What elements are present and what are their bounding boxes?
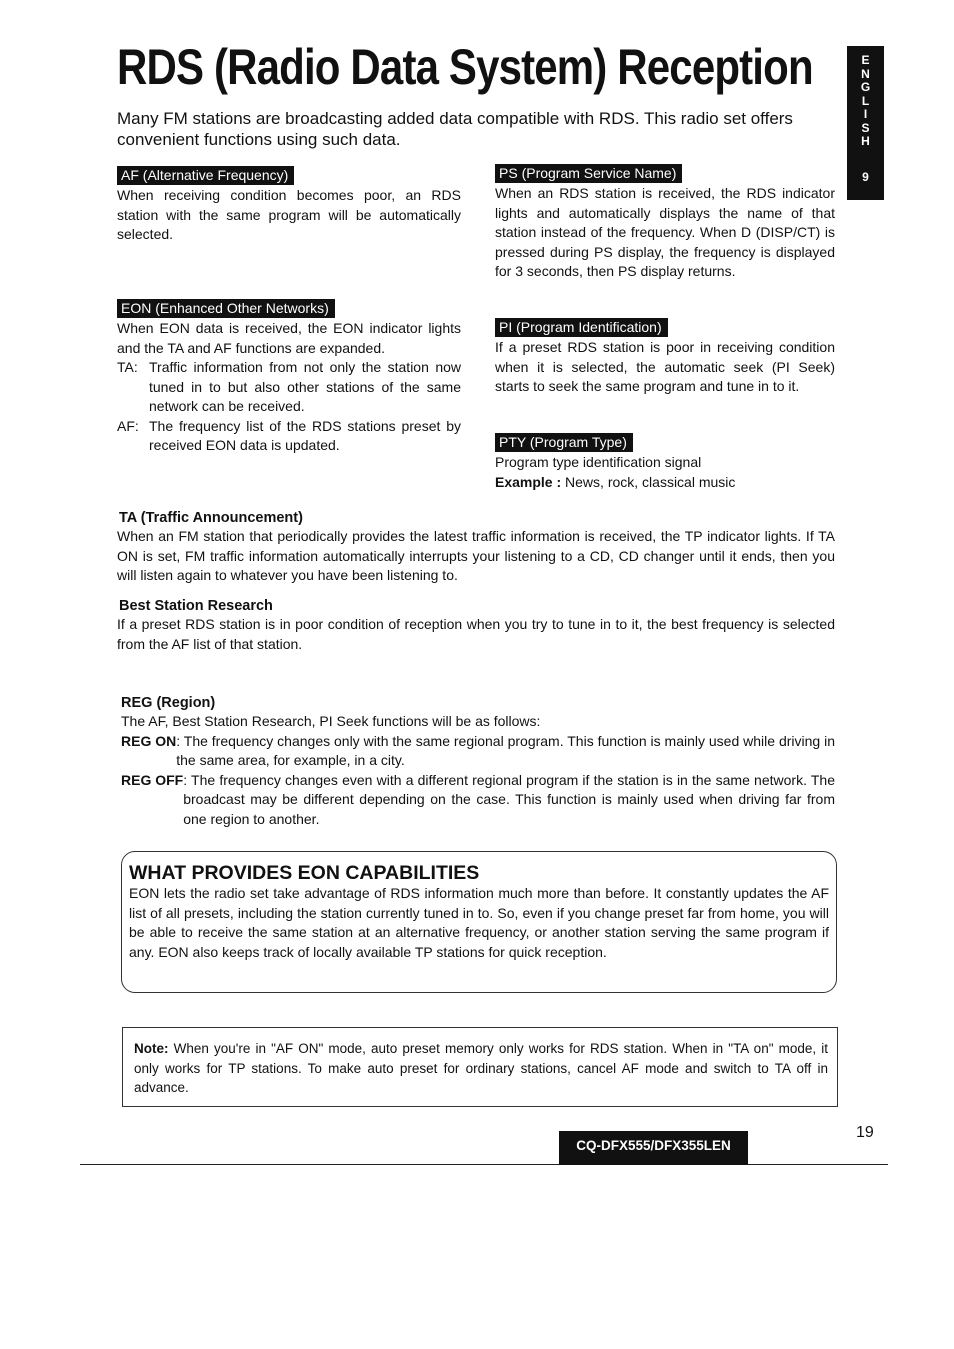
eon-ta-key: TA: <box>117 359 138 375</box>
pi-body: If a preset RDS station is poor in receiving condition when it is selected, the automatic seek (PI Seek) starts to seek the same program and tune in to it. <box>495 339 835 394</box>
language-tab-letters <box>847 54 884 149</box>
reg-on-key: REG ON <box>121 732 177 749</box>
eon-heading: EON (Enhanced Other Networks) <box>117 299 335 318</box>
ps-heading: PS (Program Service Name) <box>495 164 682 183</box>
language-tab <box>847 46 884 200</box>
note-label: Note: <box>134 1041 169 1056</box>
eon-ta-text: Traffic information from not only the station now tuned in to but also other stations of the same network can be received. <box>149 359 461 414</box>
pty-example-label: Example : <box>495 473 562 490</box>
language-letter: H <box>861 134 870 148</box>
footer-rule <box>80 1164 888 1165</box>
pi-heading: PI (Program Identification) <box>495 318 668 337</box>
bsr-body: If a preset RDS station is in poor condition of reception when you try to tune in to it, the best frequency is selected from the AF list of that station. <box>117 616 835 652</box>
language-letter: E <box>861 53 870 67</box>
ps-body: When an RDS station is received, the RDS indicator lights and automatically displays the name of that station instead of the frequency. When D (DISP/CT) is pressed during PS display, the frequency is displayed for 3 seconds, then PS display returns. <box>495 185 835 279</box>
reg-intro: The AF, Best Station Research, PI Seek functions will be as follows: <box>121 713 541 729</box>
eon-capabilities-body: EON lets the radio set take advantage of RDS information much more than before. It constantly updates the AF list of all presets, including the station currently tuned in to. So, even if you change preset far from home, you will be able to receive the same station at an alternative frequency, or another station serving the same program if any. EON also keeps track of locally available TP stations for quick reception. <box>129 885 829 960</box>
pty-example-text: News, rock, classical music <box>561 473 736 490</box>
language-letter: L <box>861 93 870 108</box>
eon-af-key: AF: <box>117 417 139 434</box>
reg-off-item <box>121 771 835 830</box>
eon-ta-item <box>117 358 461 417</box>
bsr-section <box>117 597 835 654</box>
eon-af-item <box>117 417 461 456</box>
intro-paragraph: Many FM stations are broadcasting added data compatible with RDS. This radio set offers convenient functions using such data. <box>117 109 793 149</box>
pty-section <box>495 433 835 492</box>
af-section <box>117 166 461 245</box>
reg-section <box>121 694 835 829</box>
ta-body: When an FM station that periodically provides the latest traffic information is received, the TP indicator lights. If TA ON is set, FM traffic information automatically interrupts your listening to a CD, CD changer until it ends, then you will listen again to whatever you have been listening to. <box>117 528 835 583</box>
ta-heading: TA (Traffic Announcement) <box>119 510 303 526</box>
reg-heading: REG (Region) <box>121 695 216 711</box>
ps-section <box>495 164 835 282</box>
af-heading: AF (Alternative Frequency) <box>117 166 294 185</box>
reg-on-text: : The frequency changes only with the same regional program. This function is mainly used while driving in the same area, for example, in a city. <box>176 732 835 768</box>
eon-capabilities-content <box>129 862 829 962</box>
af-body: When receiving condition becomes poor, an RDS station with the same program will be automatically selected. <box>117 187 461 242</box>
eon-af-text: The frequency list of the RDS stations preset by received EON data is updated. <box>149 417 461 453</box>
eon-capabilities-heading: WHAT PROVIDES EON CAPABILITIES <box>129 862 480 884</box>
language-letter: S <box>861 120 870 135</box>
section-number: 9 <box>862 169 869 184</box>
pi-section <box>495 318 835 397</box>
ta-section <box>117 509 835 586</box>
language-letter: G <box>860 80 871 94</box>
note-text <box>134 1039 828 1098</box>
pty-example <box>495 473 835 493</box>
language-letter: N <box>861 66 870 81</box>
page-number: 19 <box>856 1124 874 1141</box>
eon-body: When EON data is received, the EON indicator lights and the TA and AF functions are expanded. <box>117 320 461 356</box>
model-label: CQ-DFX555/DFX355LEN <box>559 1131 748 1165</box>
reg-off-key: REG OFF <box>121 771 184 788</box>
bsr-heading: Best Station Research <box>119 598 273 614</box>
note-body: When you're in "AF ON" mode, auto preset memory only works for RDS station. When in "TA on" mode, it only works for TP stations. To make auto preset for ordinary stations, cancel AF mode and switch to TA off in advance. <box>134 1041 828 1095</box>
reg-off-text: : The frequency changes even with a different regional program if the station is in the same network. The broadcast may be different depending on the case. This function is mainly used when driving far from one region to another. <box>183 771 835 827</box>
pty-body: Program type identification signal <box>495 454 702 470</box>
language-letter: I <box>863 107 868 121</box>
eon-section <box>117 299 461 456</box>
page-title: RDS (Radio Data System) Reception <box>117 39 813 95</box>
reg-on-item <box>121 732 835 771</box>
pty-heading: PTY (Program Type) <box>495 433 633 452</box>
